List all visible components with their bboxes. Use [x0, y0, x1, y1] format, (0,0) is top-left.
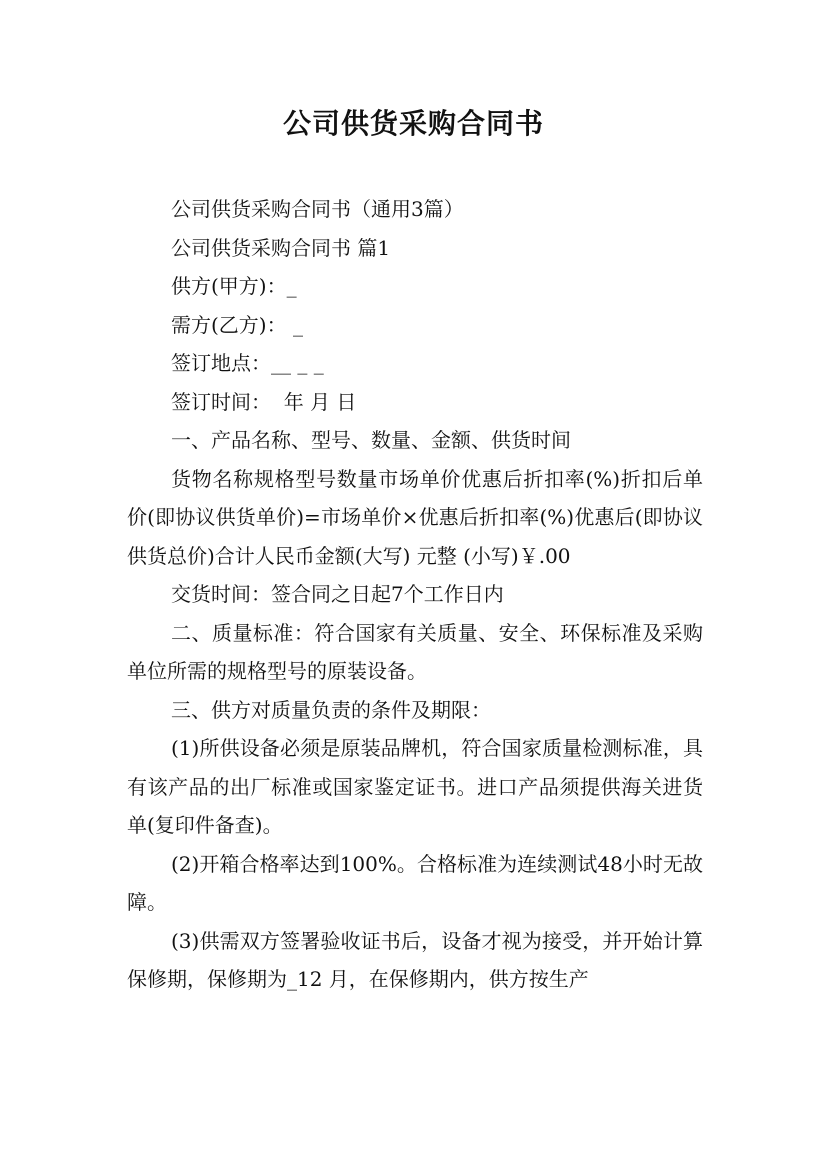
paragraph-section-3: 三、供方对质量负责的条件及期限： [171, 697, 491, 722]
paragraph-signing-time: 签订时间： 年 月 日 [171, 389, 357, 414]
paragraph-item-3: (3)供需双方签署验收证书后，设备才视为接受，并开始计算保修期，保修期为_12 月，在保修期内，供方按生产 [127, 928, 703, 991]
paragraph-article-title: 公司供货采购合同书 篇1 [171, 235, 391, 260]
paragraph-supplier: 供方(甲方)：_ [171, 274, 297, 298]
paragraph-heading: 公司供货采购合同书（通用3篇） [171, 197, 464, 221]
paragraph-delivery-time: 交货时间：签合同之日起7个工作日内 [171, 582, 504, 606]
paragraph-goods-pricing: 货物名称规格型号数量市场单价优惠后折扣率(%)折扣后单价(即协议供货单价)=市场单价×优惠后折扣率(%)优惠后(即协议供货总价)合计人民币金额(大写) 元整 (小写)￥.00 [127, 466, 703, 568]
paragraph-signing-place: 签订地点：__ _ _ [171, 351, 324, 375]
paragraph-section-1: 一、产品名称、型号、数量、金额、供货时间 [171, 428, 571, 452]
document-body [127, 190, 703, 999]
paragraph-section-2: 二、质量标准：符合国家有关质量、安全、环保标准及采购单位所需的规格型号的原装设备。 [127, 620, 703, 683]
paragraph-item-1: (1)所供设备必须是原装品牌机，符合国家质量检测标准，具有该产品的出厂标准或国家鉴定证书。进口产品须提供海关进货单(复印件备查)。 [127, 736, 703, 837]
paragraph-item-2: (2)开箱合格率达到100%。合格标准为连续测试48小时无故障。 [127, 851, 703, 914]
document-title: 公司供货采购合同书 [282, 107, 544, 140]
paragraph-buyer: 需方(乙方)： _ [171, 312, 303, 337]
